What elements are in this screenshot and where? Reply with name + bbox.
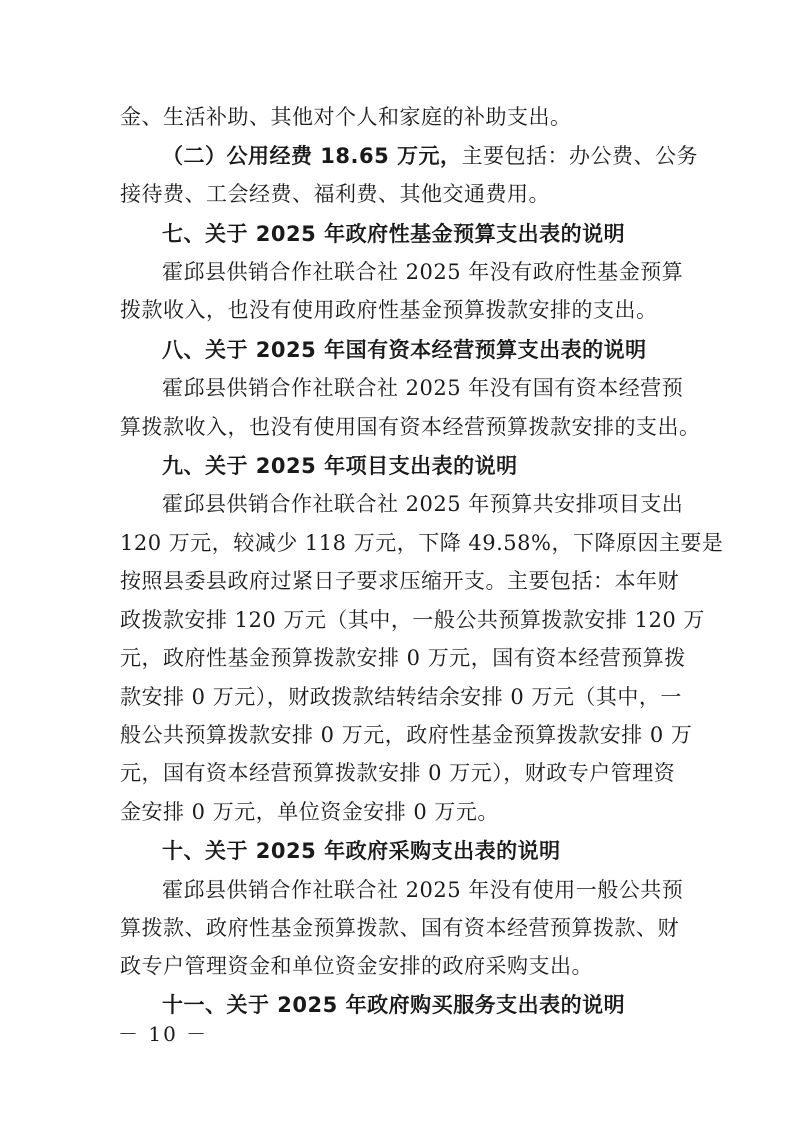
section-heading: 九、关于 2025 年项目支出表的说明 (162, 454, 518, 478)
body-line: 霍邱县供销合作社联合社 2025 年没有政府性基金预算 (162, 260, 684, 284)
body-line: 政拨款安排 120 万元（其中，一般公共预算拨款安排 120 万 (120, 608, 705, 632)
body-line: 金安排 0 万元，单位资金安排 0 万元。 (120, 800, 499, 824)
body-line: 拨款收入，也没有使用政府性基金预算拨款安排的支出。 (120, 298, 658, 322)
page-number: － 10 － (118, 1022, 209, 1046)
body-line: 算拨款、政府性基金预算拨款、国有资本经营预算拨款、财 (120, 916, 679, 940)
section-heading: 十、关于 2025 年政府采购支出表的说明 (162, 839, 561, 863)
body-line: 元，政府性基金预算拨款安排 0 万元，国有资本经营预算拨 (120, 646, 686, 670)
body-line: 霍邱县供销合作社联合社 2025 年没有使用一般公共预 (162, 878, 684, 902)
body-line: 算拨款收入，也没有使用国有资本经营预算拨款安排的支出。 (120, 415, 701, 439)
inline-heading: （二）公用经费 18.65 万元， (162, 144, 462, 168)
body-line: 款安排 0 万元），财政拨款结转结余安排 0 万元（其中，一 (120, 685, 682, 709)
section-heading: 八、关于 2025 年国有资本经营预算支出表的说明 (162, 338, 647, 362)
body-line: 金、生活补助、其他对个人和家庭的补助支出。 (120, 105, 572, 129)
body-line: 接待费、工会经费、福利费、其他交通费用。 (120, 182, 550, 206)
body-line: 元，国有资本经营预算拨款安排 0 万元），财政专户管理资 (120, 761, 676, 785)
section-heading: 十一、关于 2025 年政府购买服务支出表的说明 (162, 993, 626, 1017)
body-line: 般公共预算拨款安排 0 万元，政府性基金预算拨款安排 0 万 (120, 723, 693, 747)
body-line: 政专户管理资金和单位资金安排的政府采购支出。 (120, 954, 593, 978)
inline-text: 主要包括：办公费、公务 (461, 144, 699, 168)
section-heading: 七、关于 2025 年政府性基金预算支出表的说明 (162, 222, 626, 246)
body-line: 霍邱县供销合作社联合社 2025 年预算共安排项目支出 (162, 492, 684, 516)
body-line: 霍邱县供销合作社联合社 2025 年没有国有资本经营预 (162, 376, 684, 400)
body-line: 120 万元，较减少 118 万元，下降 49.58%，下降原因主要是 (120, 531, 724, 555)
body-line (162, 141, 732, 171)
body-line: 按照县委县政府过紧日子要求压缩开支。主要包括：本年财 (120, 569, 679, 593)
